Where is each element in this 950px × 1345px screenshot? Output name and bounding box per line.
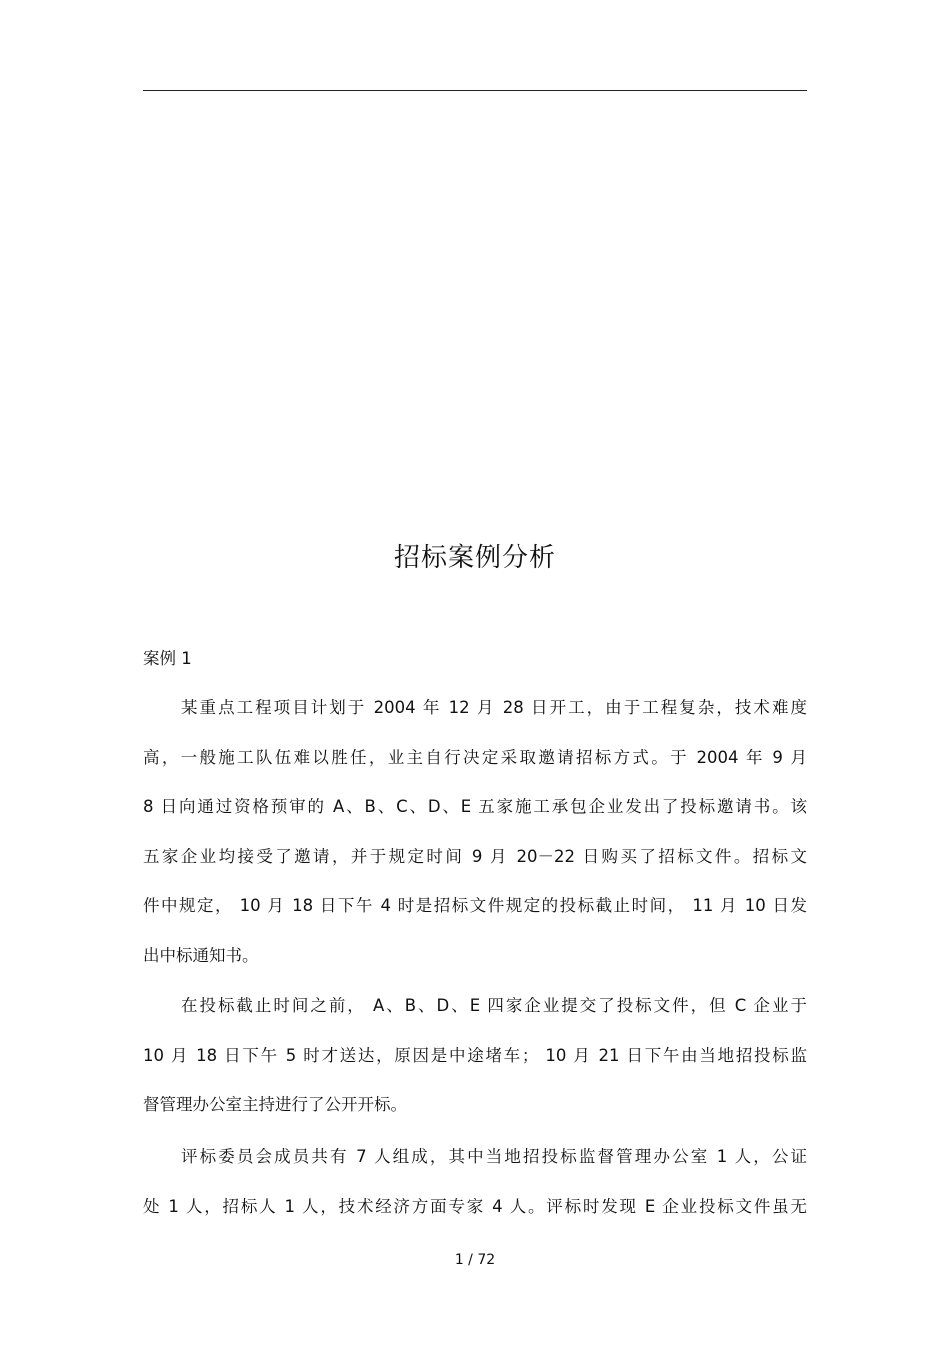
- header-rule: [143, 90, 807, 91]
- text-line: 督管理办公室主持进行了公开开标。: [143, 1095, 407, 1114]
- document-title: 招标案例分析: [393, 543, 556, 573]
- text-line: 件中规定， 10 月 18 日下午 4 时是招标文件规定的投标截止时间， 11 月 10 日发: [143, 896, 807, 915]
- page-number: 1 / 72: [454, 1252, 496, 1268]
- paragraph-2: [143, 993, 807, 1142]
- text-line: 评标委员会成员共有 7 人组成，其中当地招投标监督管理办公室 1 人，公证: [181, 1147, 807, 1166]
- case-label: 案例 1: [143, 649, 192, 668]
- text-line: 五家企业均接受了邀请，并于规定时间 9 月 20－22 日购买了招标文件。招标文: [143, 846, 807, 866]
- text-line: 8 日向通过资格预审的 A、B、C、D、E 五家施工承包企业发出了投标邀请书。该: [143, 797, 807, 816]
- text-line: 在投标截止时间之前， A、B、D、E 四家企业提交了投标文件，但 C 企业于: [181, 996, 807, 1015]
- text-line: 出中标通知书。: [143, 945, 259, 965]
- text-line: 10 月 18 日下午 5 时才送达，原因是中途堵车； 10 月 21 日下午由当地招投标监: [143, 1045, 807, 1065]
- text-line: 高，一般施工队伍难以胜任，业主自行决定采取邀请招标方式。于 2004 年 9 月: [143, 747, 807, 767]
- paragraph-3: [143, 1144, 807, 1243]
- text-line: 某重点工程项目计划于 2004 年 12 月 28 日开工，由于工程复杂，技术难度: [181, 698, 807, 717]
- text-line: 处 1 人，招标人 1 人，技术经济方面专家 4 人。评标时发现 E 企业投标文件虽无: [143, 1196, 807, 1216]
- paragraph-1: [143, 695, 807, 992]
